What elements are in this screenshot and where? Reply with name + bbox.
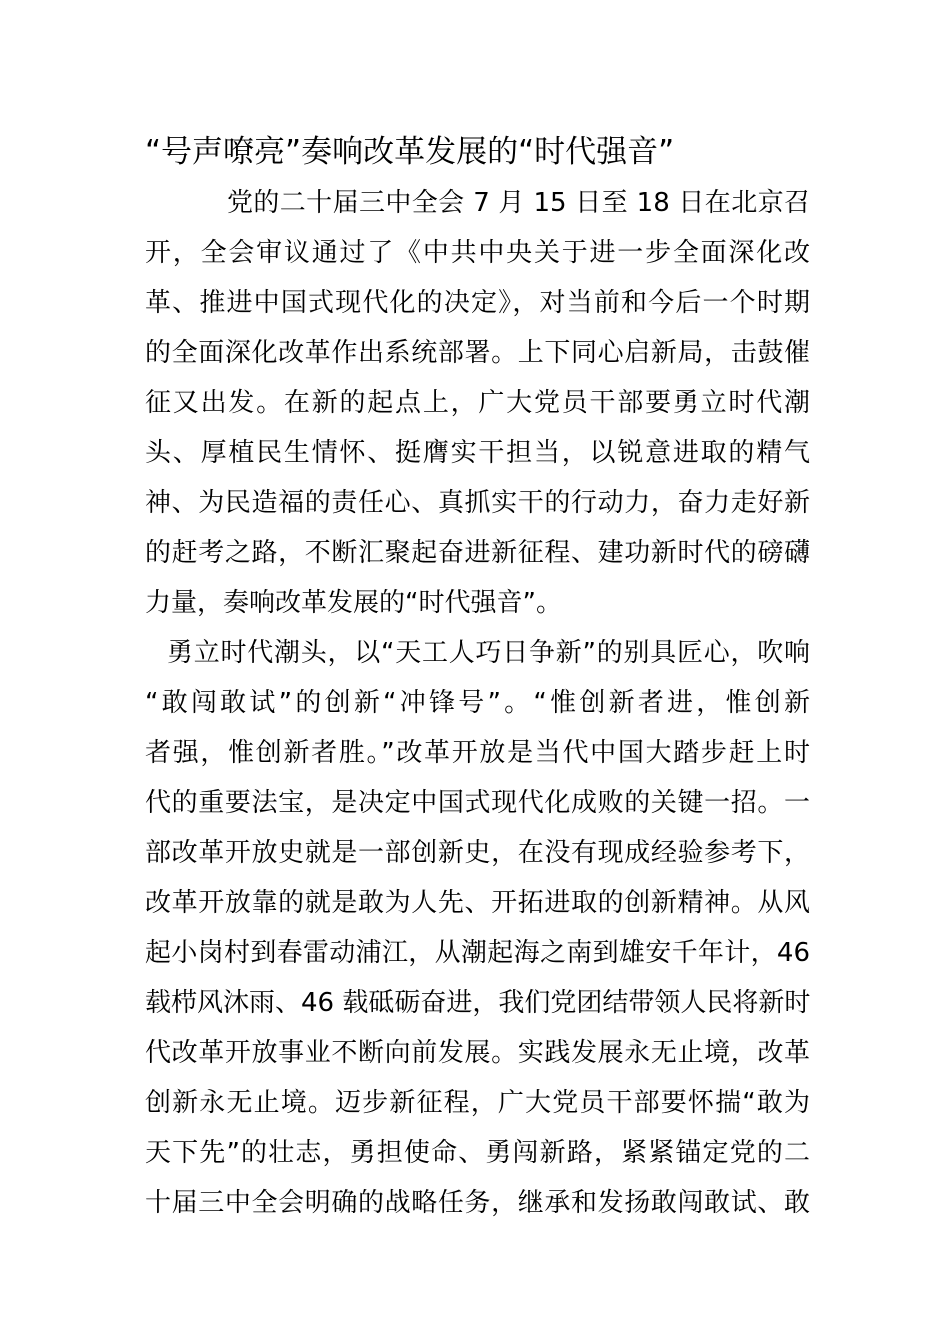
text-line: 部改革开放史就是一部创新史，在没有现成经验参考下， [145, 838, 810, 868]
text-line: 力量，奏响改革发展的“时代强音”。 [145, 588, 562, 618]
text-line: 十届三中全会明确的战略任务，继承和发扬敢闯敢试、敢 [145, 1188, 810, 1218]
text-line: 创新永无止境。迈步新征程，广大党员干部要怀揣“敢为 [145, 1088, 810, 1118]
text-line: 代的重要法宝，是决定中国式现代化成败的关键一招。一 [145, 788, 810, 818]
text-line: 开，全会审议通过了《中共中央关于进一步全面深化改 [145, 238, 810, 268]
document-body [145, 178, 810, 1228]
text-line: 神、为民造福的责任心、真抓实干的行动力，奋力走好新 [145, 488, 810, 518]
text-line: 代改革开放事业不断向前发展。实践发展永无止境，改革 [145, 1038, 810, 1068]
text-line: 天下先”的壮志，勇担使命、勇闯新路，紧紧锚定党的二 [145, 1138, 810, 1168]
text-line: 头、厚植民生情怀、挺膺实干担当，以锐意进取的精气 [145, 438, 810, 468]
text-line: 载栉风沐雨、46 载砥砺奋进，我们党团结带领人民将新时 [145, 988, 811, 1018]
document-title: “号声嘹亮”奏响改革发展的“时代强音” [145, 134, 675, 170]
text-line: “敢闯敢试”的创新“冲锋号”。“惟创新者进，惟创新 [145, 688, 810, 718]
text-line: 的全面深化改革作出系统部署。上下同心启新局，击鼓催 [145, 338, 810, 368]
text-line: 的赶考之路，不断汇聚起奋进新征程、建功新时代的磅礴 [145, 538, 810, 568]
text-line: 者强，惟创新者胜。”改革开放是当代中国大踏步赶上时 [145, 738, 810, 768]
text-line: 改革开放靠的就是敢为人先、开拓进取的创新精神。从风 [145, 888, 810, 918]
text-line: 党的二十届三中全会 7 月 15 日至 18 日在北京召 [227, 188, 810, 218]
text-line: 起小岗村到春雷动浦江，从潮起海之南到雄安千年计，46 [145, 938, 810, 968]
text-line: 勇立时代潮头，以“天工人巧日争新”的别具匠心，吹响 [167, 638, 810, 668]
paragraph-1 [145, 178, 810, 628]
text-line: 征又出发。在新的起点上，广大党员干部要勇立时代潮 [145, 388, 810, 418]
text-line: 革、推进中国式现代化的决定》，对当前和今后一个时期 [145, 288, 810, 318]
paragraph-2 [145, 628, 810, 1228]
